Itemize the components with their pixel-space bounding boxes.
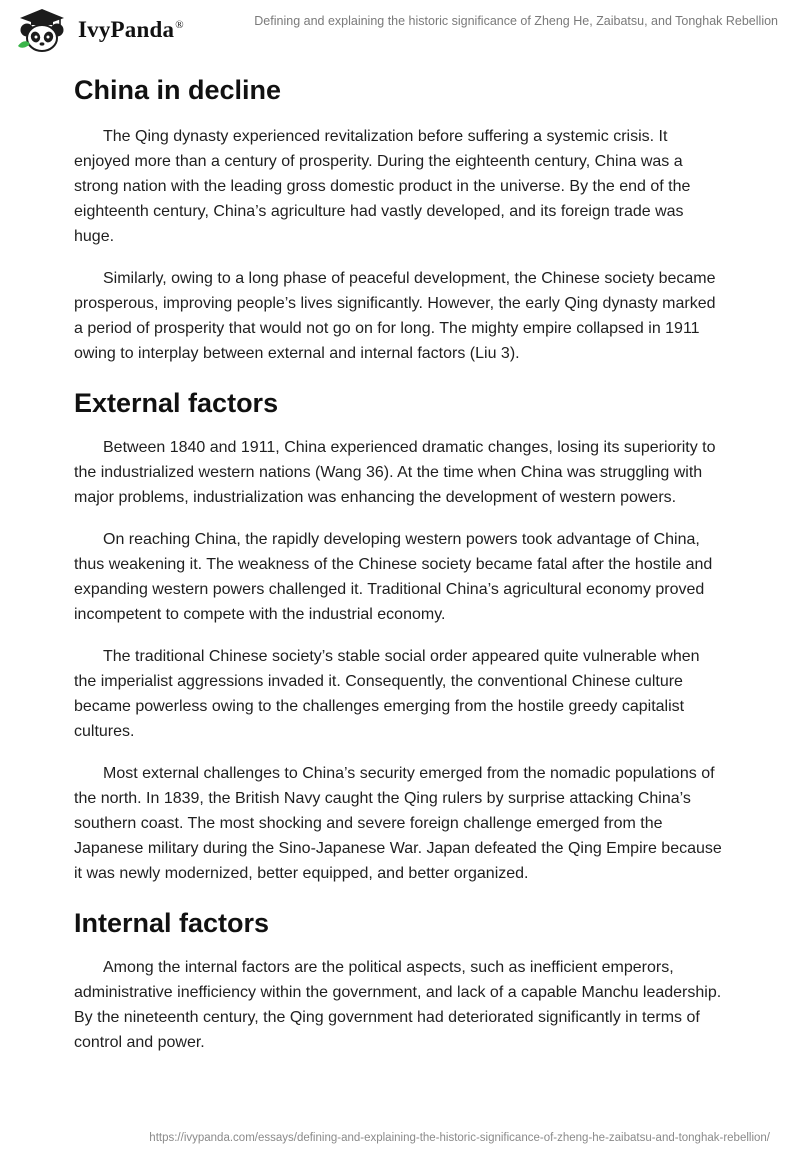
- document-title: Defining and explaining the historic significance of Zheng He, Zaibatsu, and Tonghak Rebellion: [254, 14, 778, 28]
- paragraph: Similarly, owing to a long phase of peaceful development, the Chinese society became prosperous, improving people’s lives significantly. However, the early Qing dynasty marked a period of prosperity that would not go on for long. The mighty empire collapsed in 1911 owing to interplay between external and internal factors (Liu 3).: [74, 270, 716, 362]
- panda-graduate-icon: [14, 6, 70, 54]
- brand-logo[interactable]: [14, 6, 184, 54]
- essay-content: [74, 70, 726, 1072]
- paragraph: The traditional Chinese society’s stable social order appeared quite vulnerable when the imperialist aggressions invaded it. Consequently, the conventional Chinese culture became powerless owing to the challenges emerging from the hostile greedy capitalist cultures.: [74, 648, 700, 740]
- paragraph: On reaching China, the rapidly developing western powers took advantage of China, thus weakening it. The weakness of the Chinese society became fatal after the hostile and expanding western powers challenged it. Traditional China’s agricultural economy proved incompetent to compete with the industrial economy.: [74, 531, 713, 623]
- section-heading-china-in-decline: China in decline: [74, 75, 282, 105]
- source-url[interactable]: https://ivypanda.com/essays/defining-and-explaining-the-historic-significance-of-zheng-he-zaibatsu-and-tonghak-rebellion/: [149, 1132, 770, 1144]
- paragraph: Between 1840 and 1911, China experienced dramatic changes, losing its superiority to the industrialized western nations (Wang 36). At the time when China was struggling with major problems, industrialization was enhancing the development of western powers.: [74, 439, 716, 506]
- paragraph: The Qing dynasty experienced revitalization before suffering a systemic crisis. It enjoyed more than a century of prosperity. During the eighteenth century, China was a strong nation with the leading gross domestic product in the universe. By the end of the eighteenth century, China’s agriculture had vastly developed, and its foreign trade was huge.: [74, 128, 691, 245]
- section-heading-internal-factors: Internal factors: [74, 908, 270, 938]
- brand-name: IvyPanda®: [78, 17, 184, 42]
- paragraph: Among the internal factors are the political aspects, such as inefficient emperors, administrative inefficiency within the government, and lack of a capable Manchu leadership. By the nineteenth century, the Qing government had deteriorated significantly in terms of control and power.: [74, 959, 722, 1051]
- paragraph: Most external challenges to China’s security emerged from the nomadic populations of the north. In 1839, the British Navy caught the Qing rulers by surprise attacking China’s southern coast. The most shocking and severe foreign challenge emerged from the Japanese military during the Sino-Japanese War. Japan defeated the Qing Empire because it was newly modernized, better equipped, and better organized.: [74, 765, 722, 882]
- registered-mark: ®: [175, 19, 184, 32]
- section-heading-external-factors: External factors: [74, 388, 279, 418]
- page-header: [0, 0, 800, 60]
